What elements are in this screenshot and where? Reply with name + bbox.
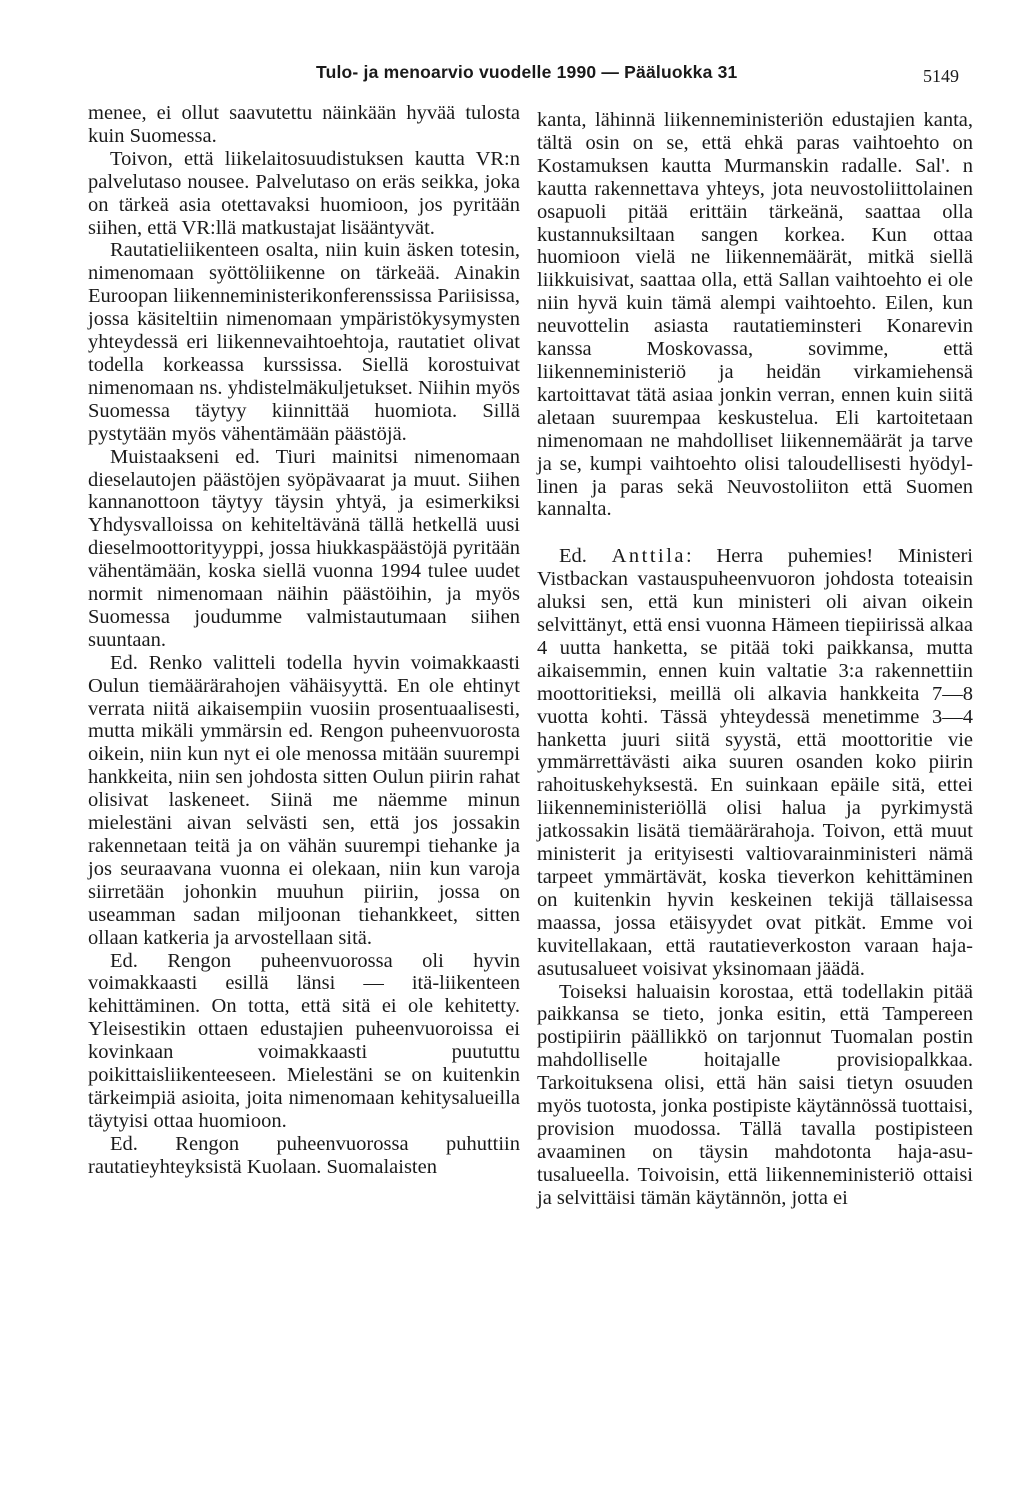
speaker-name: Anttila	[611, 545, 687, 568]
page-number: 5149	[923, 66, 959, 86]
paragraph: Ed. Renko valitteli todella hyvin voimakkaasti Oulun tiemäärärahojen vähäisyyttä. En ole ehtinyt verrata niitä aikaisempiin vuosiin prosentuaalisesti, mutta mikäli ymmärsin ed. Rengon puheenvuorosta oikein, niin kun nyt ei ole menossa mitään suurempi hankkeita, niin sen johdosta sitten Oulun piirin rahat olisivat laskeneet. Siinä me näemme minun mielestäni aivan selvästi sen, että jos jossakin rakennetaan teitä ja on vähän suurempi tiehanke ja jos seuraavana vuonna ei olekaan, niin kun varoja siirretään johonkin muuhun piiriin, jossa on useamman sadan miljoonan tiehankkeet, sitten ollaan katkeria ja arvostellaan sitä.	[88, 651, 520, 949]
speech-paragraph	[537, 545, 973, 980]
right-column	[537, 109, 973, 1210]
paragraph: Toiseksi haluaisin korostaa, että todellakin pitää paikkansa se tieto, jonka esitin, että Tampereen postipiirin päällikkö on tarjonnut Tuomalan postin mahdolliselle hoitajalle provisiopalkkaa. Tarkoituksena olisi, että hän saisi tietyn osuuden myös tuotosta, jonka postipiste käytännössä tuottaisi, provision muodossa. Tällä tavalla postipisteen avaaminen on täysin mahdotonta haja-asutusalueella. Toivoisin, että liikenneministeriö ottaisi ja selvittäisi tämän käytännön, jotta ei	[537, 980, 973, 1209]
speech-text: : Herra puhemies! Ministeri Vistbackan vastauspuheenvuoron johdosta toteaisin aluksi sen, että kun ministeri oli aivan oikein selvittänyt, että ensi vuonna Hämeen tiepiirissä alkaa 4 uutta hanketta, se pitää toki paikkansa, mutta aikaisemmin, ennen kuin valtatie 3:a rakennettiin moottoritieksi, meillä oli alkavia hankkeita 7—8 vuotta kohti. Tässä yhteydessä menetimme 3—4 hanketta juuri siitä syystä, että moottoritie vie ymmärrettävästi aika suuren osanden koko piirin rahoituskehyksestä. En suinkaan epäile sitä, ettei liikenneministeriöllä olisi halua ja pyrkimystä jatkossakin lisätä tiemäärärahoja. Toivon, että muut ministerit ja erityisesti valtiovarainministeri nämä tarpeet ymmärtävät, koska tieverkon kehittäminen on kuitenkin hyvin keskeinen tekijä tällaisessa maassa, jossa etäisyydet ovat pitkät. Emme voi kuvitellakaan, että rautatieverkoston varaan haja-asutusalueet voisivat yksinomaan jäädä.	[537, 545, 973, 980]
paragraph: Toivon, että liikelaitosuudistuksen kautta VR:n palvelutaso nousee. Palvelutaso on eräs seikka, joka on tärkeä asia otettavaksi huomioon, jos pyritään siihen, että VR:llä matkustajat lisääntyvät.	[88, 147, 520, 239]
paragraph: kanta, lähinnä liikenneministeriön edustajien kanta, tältä osin on se, että ehkä paras vaihtoehto on Kostamuksen kautta Murmanskin radalle. Sal'. n kautta rakennettava yhteys, jota neuvostoliittolainen osapuoli pitää erittäin tärkeänä, saattaa olla kustannuksiltaan sangen korkea. Kun ottaa huomioon vielä ne liikennemäärät, mitkä siellä liikkuisivat, saattaa olla, että Sallan vaihtoehto ei ole niin hyvä kuin tämä alempi vaihtoehto. Eilen, kun neuvottelin asiasta rautatieminsteri Konarevin kanssa Moskovassa, sovimme, että liikenneministeriö ja heidän virkamiehensä kartoittavat tätä asiaa jonkin verran, ennen kuin siitä aletaan suurempaa keskustelua. Eli kartoitetaan nimenomaan ne mahdolliset liikennemäärät ja tarve ja se, kumpi vaihtoehto olisi taloudellisesti hyödyllinen ja paras sekä Neuvostoliiton että Suomen kannalta.	[537, 109, 973, 521]
paragraph: Ed. Rengon puheenvuorossa puhuttiin rautatieyhteyksistä Kuolaan. Suomalaisten	[88, 1132, 520, 1178]
paragraph: menee, ei ollut saavutettu näinkään hyvää tulosta kuin Suomessa.	[88, 102, 520, 147]
speech-prefix: Ed.	[559, 545, 612, 568]
running-header-title: Tulo- ja menoarvio vuodelle 1990 — Pääluokka 31	[316, 62, 738, 82]
paragraph: Ed. Rengon puheenvuorossa oli hyvin voimakkaasti esillä länsi — itä-liikenteen kehittäminen. On totta, että sitä ei ole kehitetty. Yleisestikin ottaen edustajien puheenvuoroissa ei kovinkaan voimakkaasti puututtu poikittaisliikenteeseen. Mielestäni se on kuitenkin tärkeimpiä asioita, joita nimenomaan kehitysalueilla täytyisi ottaa huomioon.	[88, 949, 520, 1132]
paragraph: Muistaakseni ed. Tiuri mainitsi nimenomaan dieselautojen päästöjen syöpävaarat ja muut. Siihen kannanottoon täytyy täysin yhtyä, ja esimerkiksi Yhdysvalloissa on kehiteltävänä tällä hetkellä uusi dieselmoottorityyppi, jossa hiukkaspäästöjä pyritään vähentämään, koska siellä vuonna 1994 tulee uudet normit nimenomaan näihin päästöihin, ja myös Suomessa joudumme valmistautumaan siihen suuntaan.	[88, 445, 520, 651]
left-column	[88, 102, 520, 1179]
paragraph: Rautatieliikenteen osalta, niin kuin äsken totesin, nimenomaan syöttöliikenne on tärkeää. Ainakin Euroopan liikenneministerikonferenssissa Pariisissa, jossa käsiteltiin nimenomaan ympäristökysymysten yhteydessä eri liikennevaihtoehtoja, rautatiet olivat todella korkeassa kurssissa. Siellä korostuivat nimenomaan ns. yhdistelmäkuljetukset. Niihin myös Suomessa täytyy kiinnittää huomiota. Sillä pystytään myös vähentämään päästöjä.	[88, 239, 520, 445]
page-header	[0, 62, 1024, 92]
